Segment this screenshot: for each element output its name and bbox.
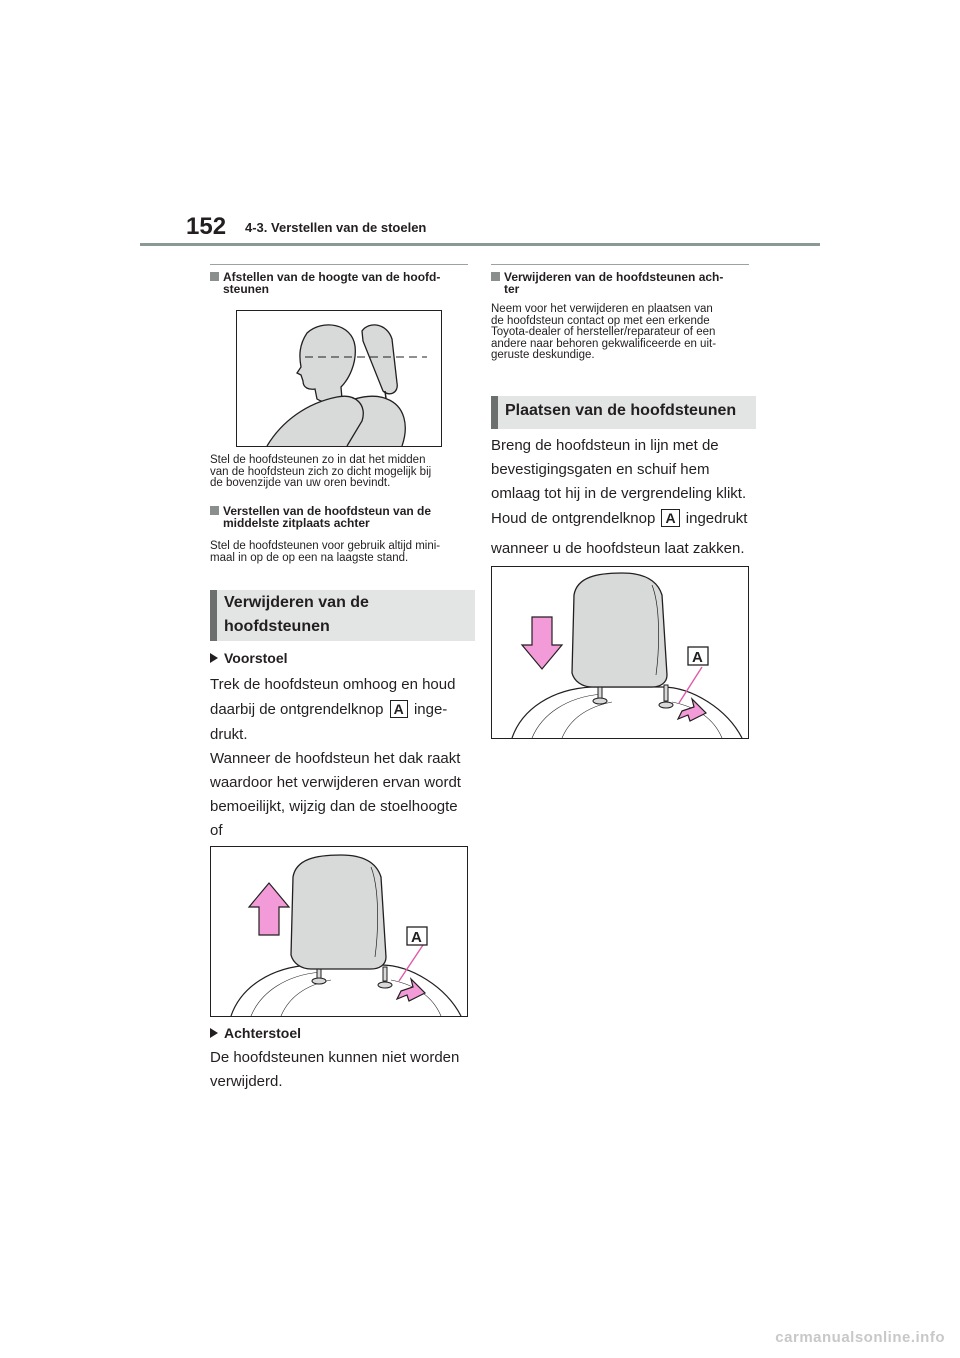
section-header: 4-3. Verstellen van de stoelen: [245, 220, 427, 235]
heading-middle-seat: Verstellen van de hoofdsteun van de middelste zitplaats achter: [210, 505, 468, 529]
square-bullet-icon: [491, 272, 500, 281]
figure-install-headrest: [491, 566, 749, 739]
watermark: carmanualsonline.info: [775, 1329, 945, 1346]
paragraph-remove-rear: Neem voor het verwijderen en plaatsen van de hoofdsteun contact op met een erkende Toyota-dealer of hersteller/reparateur of een andere naar behoren gekwalificeerde en uit- geruste deskundige.: [491, 303, 717, 361]
callout-a-label: A: [661, 509, 679, 527]
title-install-headrests: Plaatsen van de hoofdsteunen: [491, 396, 756, 429]
figure-head-height: [236, 310, 442, 447]
callout-a-label: A: [411, 929, 422, 946]
header-rule: [140, 243, 820, 246]
heading-height-adjust: Afstellen van de hoogte van de hoofd- steunen: [210, 271, 468, 295]
callout-a-label: A: [692, 649, 703, 666]
triangle-bullet-icon: [210, 1028, 218, 1038]
title-remove-headrests: Verwijderen van de hoofdsteunen: [210, 590, 475, 641]
square-bullet-icon: [210, 272, 219, 281]
column-rule-right: [491, 264, 749, 265]
callout-a-label: A: [390, 700, 408, 718]
paragraph-rear-seat: De hoofdsteunen kunnen niet worden verwijderd.: [210, 1049, 460, 1090]
paragraph-install-1: Breng de hoofdsteun in lijn met de bevestigingsgaten en schuif hem omlaag tot hij in de vergrendeling klikt.: [491, 437, 747, 502]
front-headrest-removal-illustration: [211, 847, 467, 1016]
paragraph-install-2: Houd de ontgrendelknop A ingedrukt wanneer u de hoofdsteun laat zakken.: [491, 510, 748, 557]
paragraph-middle-seat: Stel de hoofdsteunen voor gebruik altijd mini- maal in op de op een na laagste stand.: [210, 540, 441, 564]
column-rule-left: [210, 264, 468, 265]
square-bullet-icon: [210, 506, 219, 515]
heading-remove-rear: Verwijderen van de hoofdsteunen ach- ter: [491, 271, 749, 295]
install-headrest-illustration: [492, 567, 748, 738]
heading-rear-seat: Achterstoel: [210, 1025, 301, 1041]
paragraph-height-adjust: Stel de hoofdsteunen zo in dat het midden van de hoofdsteun zich zo dicht mogelijk bij de bovenzijde van uw oren bevindt.: [210, 454, 432, 489]
heading-front-seat: Voorstoel: [210, 650, 288, 666]
head-height-illustration: [237, 311, 441, 446]
figure-front-headrest-removal: [210, 846, 468, 1017]
paragraph-front-seat-1: Trek de hoofdsteun omhoog en houd daarbij de ontgrendelknop A inge- drukt.: [210, 676, 456, 743]
paragraph-front-seat-2: Wanneer de hoofdsteun het dak raakt waardoor het verwijderen ervan wordt bemoeilijkt, wijzig dan de stoelhoogte of: [210, 747, 470, 867]
page-number: 152: [186, 213, 227, 240]
triangle-bullet-icon: [210, 653, 218, 663]
